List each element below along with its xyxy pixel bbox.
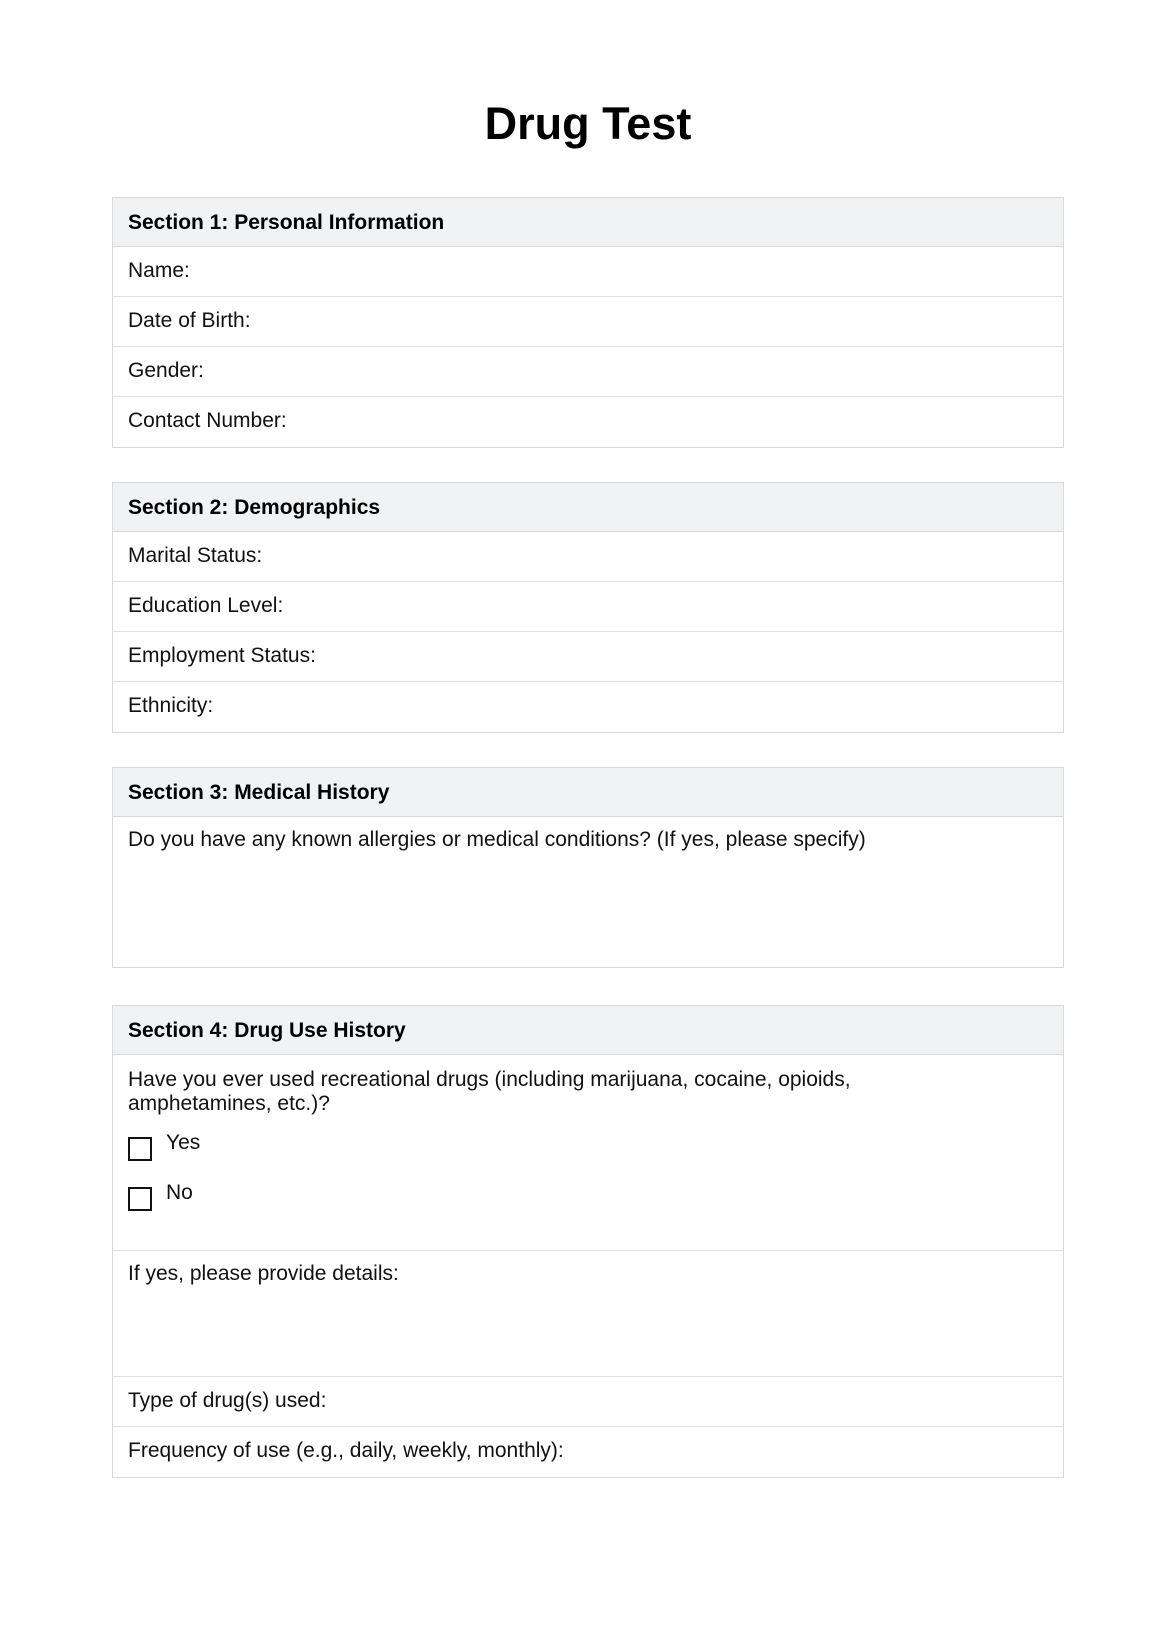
name-field[interactable]: Name: [113, 247, 1063, 297]
section-medical-history [112, 767, 1064, 968]
drug-type-field[interactable]: Type of drug(s) used: [113, 1377, 1063, 1427]
drug-details-field[interactable]: If yes, please provide details: [113, 1251, 1063, 1377]
no-checkbox[interactable] [128, 1187, 152, 1211]
page-title: Drug Test [484, 98, 692, 149]
yes-checkbox[interactable] [128, 1137, 152, 1161]
frequency-of-use-field[interactable]: Frequency of use (e.g., daily, weekly, monthly): [128, 1439, 564, 1462]
section-drug-use-history [112, 1005, 1064, 1478]
section-demographics [112, 482, 1064, 733]
section-header: Section 3: Medical History [113, 768, 1063, 817]
section-header: Section 4: Drug Use History [113, 1006, 1063, 1055]
date-of-birth-field[interactable]: Date of Birth: [113, 297, 1063, 347]
option-label: No [166, 1181, 193, 1204]
employment-status-field[interactable]: Employment Status: [113, 632, 1063, 682]
option-yes[interactable] [128, 1126, 1048, 1166]
section-header: Section 2: Demographics [113, 483, 1063, 532]
section-personal-information [112, 197, 1064, 448]
recreational-drug-question [113, 1055, 1063, 1251]
contact-number-field[interactable]: Contact Number: [128, 409, 287, 432]
gender-field[interactable]: Gender: [113, 347, 1063, 397]
education-level-field[interactable]: Education Level: [113, 582, 1063, 632]
question-text: Have you ever used recreational drugs (including marijuana, cocaine, opioids, amphetamines, etc.)? [128, 1068, 851, 1115]
section-header: Section 1: Personal Information [113, 198, 1063, 247]
option-no[interactable] [128, 1176, 1048, 1216]
ethnicity-field[interactable]: Ethnicity: [128, 694, 214, 717]
allergies-medical-conditions-field[interactable]: Do you have any known allergies or medical conditions? (If yes, please specify) [128, 828, 866, 851]
option-label: Yes [166, 1131, 201, 1154]
marital-status-field[interactable]: Marital Status: [113, 532, 1063, 582]
